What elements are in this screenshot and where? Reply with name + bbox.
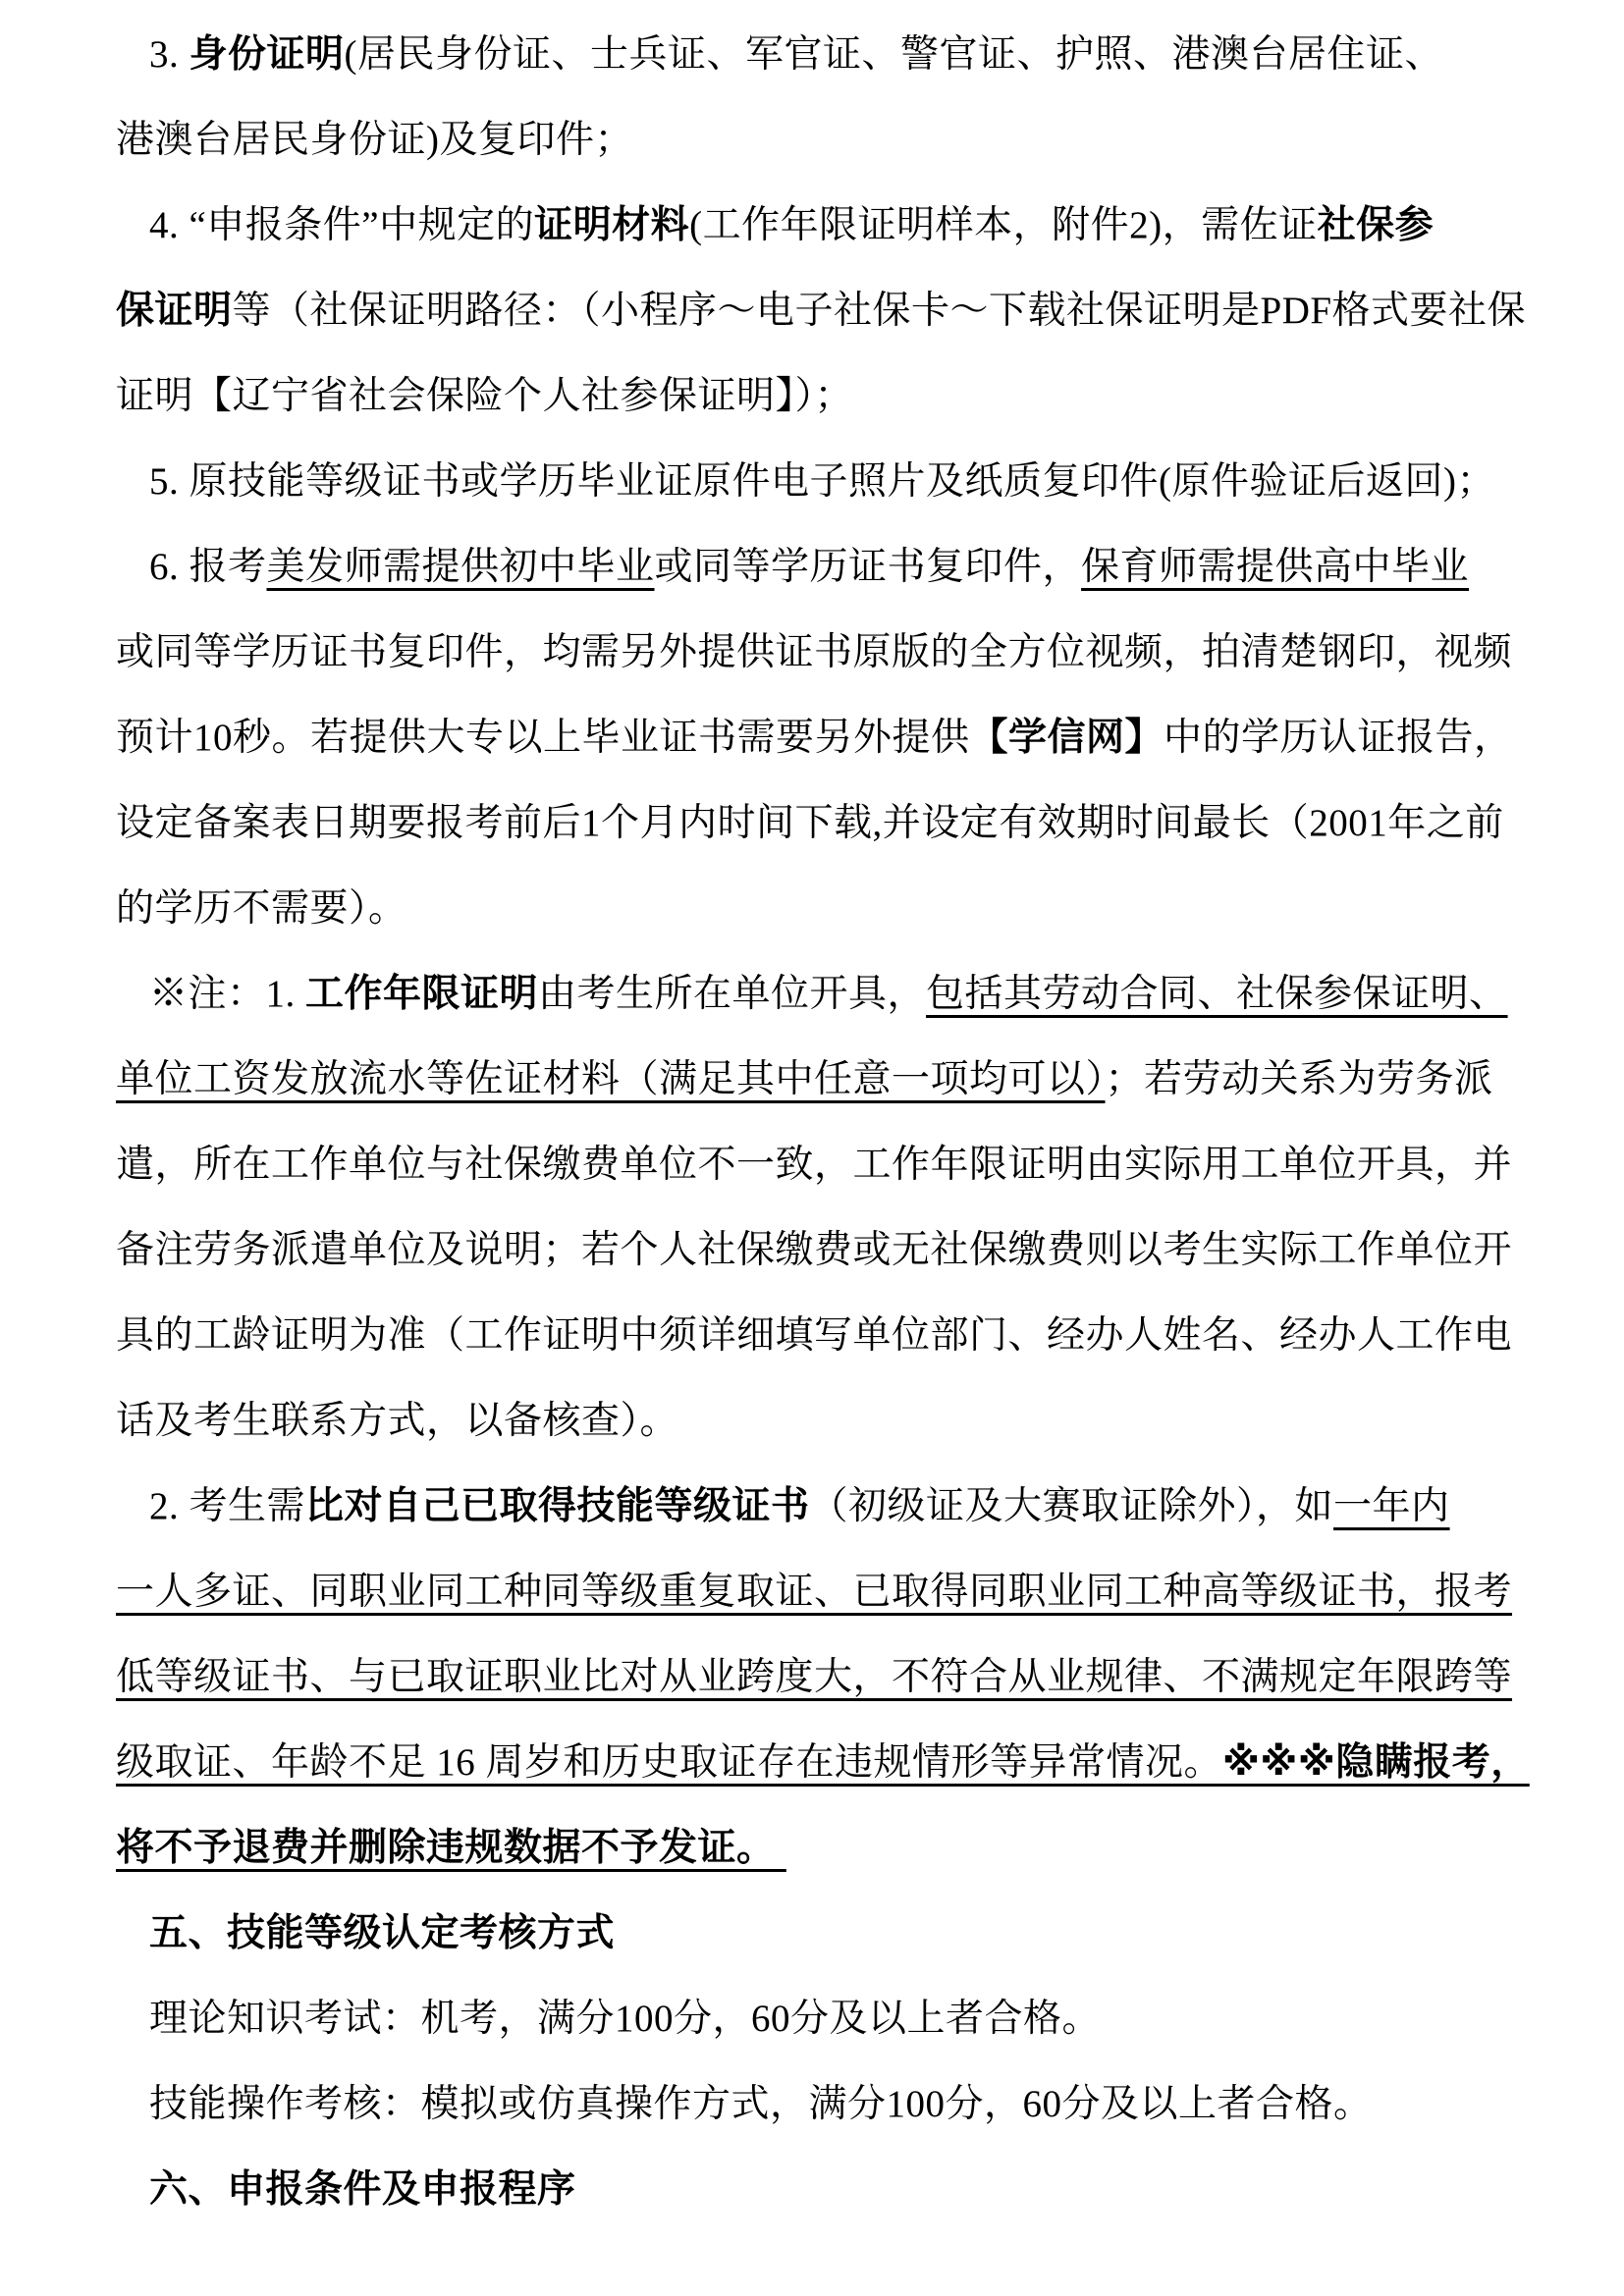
text-line <box>116 1976 1536 2061</box>
text-line <box>116 1720 1536 1805</box>
text-segment: 五、技能等级认定考核方式 <box>149 1912 616 1954</box>
text-line <box>116 97 1536 183</box>
text-line <box>116 1549 1536 1634</box>
text-segment: 一年内 <box>1333 1485 1450 1527</box>
text-segment: 或同等学历证书复印件， <box>654 546 1082 588</box>
text-segment: 美发师需提供初中毕业 <box>266 546 655 588</box>
text-line <box>116 1293 1536 1378</box>
text-segment: 证明【辽宁省社会保险个人社参保证明】）； <box>116 375 854 417</box>
text-segment: (工作年限证明样本，附件2)，需佐证 <box>689 204 1318 246</box>
text-segment: 低等级证书、与已取证职业比对从业跨度大，不符合从业规律、不满规定年限跨等 <box>116 1656 1513 1698</box>
text-line <box>116 1037 1536 1122</box>
text-line <box>116 610 1536 695</box>
text-segment: 包括其劳动合同、社保参保证明、 <box>926 973 1508 1015</box>
text-segment: 技能操作考核：模拟或仿真操作方式，满分100分，60分及以上者合格。 <box>149 2083 1373 2125</box>
text-line <box>116 866 1536 951</box>
text-line <box>116 2061 1536 2147</box>
text-segment: 【学信网】 <box>969 717 1164 759</box>
text-segment: 港澳台居民身份证)及复印件； <box>116 119 633 161</box>
text-line <box>116 695 1536 780</box>
section-heading <box>116 1891 1536 1976</box>
text-segment: 一人多证、同职业同工种同等级重复取证、已取得同职业同工种高等级证书，报考 <box>116 1571 1513 1613</box>
text-segment: 由考生所在单位开具， <box>538 973 927 1015</box>
text-segment: 的学历不需要）。 <box>116 887 407 930</box>
text-segment: 等（社保证明路径：（小程序～电子社保卡～下载社保证明是PDF格式要社保 <box>232 290 1527 332</box>
text-segment: 遣，所在工作单位与社保缴费单位不一致，工作年限证明由实际用工单位开具，并 <box>116 1144 1513 1186</box>
text-segment: 证明材料 <box>534 204 690 246</box>
text-segment: 保证明 <box>116 290 233 332</box>
text-segment: 3. <box>149 33 189 76</box>
text-segment: ※※※隐瞒报考， <box>1222 1741 1530 1784</box>
text-segment: 或同等学历证书复印件，均需另外提供证书原版的全方位视频，拍清楚钢印，视频 <box>116 631 1513 673</box>
text-segment: 5. <box>149 460 189 503</box>
text-segment: 级取证、年龄不足 16 周岁和历史取证存在违规情形等异常情况。 <box>116 1741 1223 1784</box>
text-line <box>116 780 1536 866</box>
text-line <box>116 268 1536 353</box>
text-segment: 中的学历认证报告， <box>1164 717 1513 759</box>
text-segment: ；若劳动关系为劳务派 <box>1105 1058 1493 1100</box>
text-segment: (居民身份证、士兵证、军官证、警官证、护照、港澳台居住证、 <box>344 33 1444 76</box>
text-segment: 6. <box>149 546 189 588</box>
text-segment: 预计10秒。若提供大专以上毕业证书需要另外提供 <box>116 717 970 759</box>
text-segment: ※注：1. <box>149 973 306 1015</box>
text-line <box>116 353 1536 439</box>
text-line <box>116 1634 1536 1720</box>
text-line <box>116 439 1536 524</box>
text-segment: 话及考生联系方式，以备核查）。 <box>116 1400 679 1442</box>
text-segment: （初级证及大赛取证除外），如 <box>809 1485 1334 1527</box>
text-segment: 理论知识考试：机考，满分100分，60分及以上者合格。 <box>149 1998 1102 2040</box>
text-segment: 4. <box>149 204 189 246</box>
text-segment: 单位工资发放流水等佐证材料（满足其中任意一项均可以） <box>116 1058 1106 1100</box>
text-segment: 原技能等级证书或学历毕业证原件电子照片及纸质复印件(原件验证后返回)； <box>189 460 1495 503</box>
text-segment: 考生需 <box>189 1485 306 1527</box>
text-line <box>116 1207 1536 1293</box>
section-heading <box>116 2147 1536 2232</box>
text-segment: “申报条件”中规定的 <box>189 204 535 246</box>
text-line <box>116 951 1536 1037</box>
text-segment: 工作年限证明 <box>305 973 539 1015</box>
text-line <box>116 1464 1536 1549</box>
text-segment: 社保参 <box>1317 204 1435 246</box>
text-segment: 比对自己已取得技能等级证书 <box>305 1485 810 1527</box>
text-line <box>116 1805 1536 1891</box>
text-line <box>116 183 1536 268</box>
text-segment: 保育师需提供高中毕业 <box>1081 546 1470 588</box>
text-segment: 备注劳务派遣单位及说明；若个人社保缴费或无社保缴费则以考生实际工作单位开 <box>116 1229 1513 1271</box>
text-segment: 身份证明 <box>189 33 345 76</box>
text-line <box>116 1122 1536 1207</box>
text-segment: 报考 <box>189 546 267 588</box>
text-line <box>116 1378 1536 1464</box>
text-segment: 将不予退费并删除违规数据不予发证。 <box>116 1827 786 1869</box>
text-segment: 六、申报条件及申报程序 <box>149 2168 576 2211</box>
text-segment: 具的工龄证明为准（工作证明中须详细填写单位部门、经办人姓名、经办人工作电 <box>116 1314 1513 1357</box>
text-segment: 2. <box>149 1485 189 1527</box>
text-segment: 设定备案表日期要报考前后1个月内时间下载,并设定有效期时间最长（2001年之前 <box>116 802 1504 844</box>
text-line <box>116 12 1536 97</box>
text-line <box>116 524 1536 610</box>
